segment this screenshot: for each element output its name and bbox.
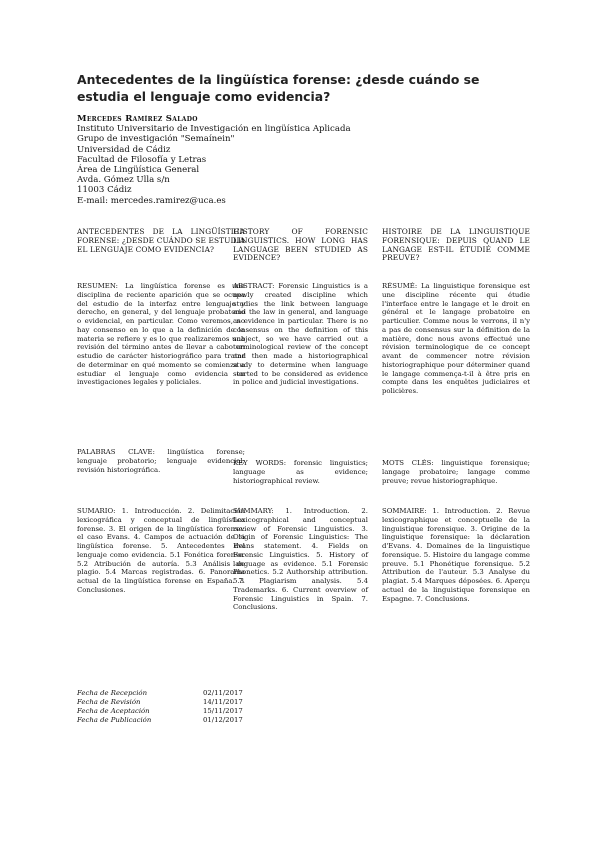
column-french	[382, 227, 530, 603]
date-row-revision	[77, 698, 277, 707]
date-row-publication	[77, 716, 277, 725]
summary-fr	[382, 507, 530, 603]
date-label: Fecha de Aceptación	[77, 707, 150, 716]
keywords-text-es: lingüística forense; lenguaje probatorio; lenguaje evidencial; revisión historiográfica.	[77, 448, 245, 474]
date-row-reception	[77, 689, 277, 698]
date-value: 15/11/2017	[203, 707, 243, 716]
author-name: Mercedes Ramírez Salado	[77, 114, 198, 124]
affiliation-area: Área de Lingüística General	[77, 165, 200, 176]
summary-text-en: 1. Introduction. 2. Lexicographical and conceptual review of Forensic Linguistics. 3. Origin of Forensic Linguistics: The Evans statement. 4. Fields on Forensic Linguistics. 5. History of language as evidence. 5.1 Forensic Phonetics. 5.2 Authorship attribution. 5.3 Plagiarism analysis. 5.4 Trademarks. 6. Current overview of Forensic Linguistics in Spain. 7. Conclusions.	[233, 507, 368, 612]
keywords-en	[233, 459, 368, 485]
abstract-text-en: Forensic Linguistics is a newly created discipline which studies the link between language and the law in general, and language as evidence in particular. There is no consensus on the definition of this subject, so we have carried out a terminological review of the concept and then made a historiographical study to determine when language started to be considered as evidence in police and judicial investigations.	[233, 282, 368, 387]
summary-label-fr: SOMMAIRE:	[382, 507, 427, 515]
summary-es	[77, 507, 245, 595]
heading-fr: HISTOIRE DE LA LINGUISTIQUE FORENSIQUE: DEPUIS QUAND LE LANGAGE EST-IL ÉTUDIÉ COMME PREUVE?	[382, 227, 530, 263]
affiliation-faculty: Facultad de Filosofía y Letras	[77, 154, 207, 165]
abstract-text-es: La lingüística forense es una disciplina de reciente aparición que se ocupa del estudio de la interfaz entre lenguaje y derecho, en general, y del lenguaje probatorio o evidencial, en particular. Como veremos, no hay consenso en lo que a la definición de la materia se refiere y es lo que realizaremos una revisión del término antes de llevar a cabo un estudio de carácter historiográfico para tratar de determinar en qué momento se comienza a estudiar el lenguaje como evidencia en investigaciones legales y policiales.	[77, 282, 245, 387]
heading-en: HISTORY OF FORENSIC LINGUISTICS. HOW LONG HAS LANGUAGE BEEN STUDIED AS EVIDENCE?	[233, 227, 368, 263]
abstract-fr	[382, 282, 530, 396]
column-spanish	[77, 227, 245, 594]
keywords-es	[77, 448, 245, 474]
date-value: 14/11/2017	[203, 698, 243, 707]
summary-label-es: SUMARIO:	[77, 507, 116, 515]
affiliation-group: Grupo de investigación "Semaínein"	[77, 134, 235, 145]
heading-es: ANTECEDENTES DE LA LINGÜÍSTICA FORENSE: ¿DESDE CUÁNDO SE ESTUDIA EL LENGUAJE COMO EVIDENCIA?	[77, 227, 245, 254]
author-email[interactable]: E-mail: mercedes.ramirez@uca.es	[77, 195, 226, 206]
abstract-label-en: ABSTRACT:	[233, 282, 275, 290]
affiliation-university: Universidad de Cádiz	[77, 144, 171, 155]
keywords-label-es: PALABRAS CLAVE:	[77, 448, 155, 456]
summary-label-en: SUMMARY:	[233, 507, 274, 515]
keywords-text-en: forensic linguistics; language as evidence; historiographical review.	[233, 459, 368, 485]
publication-dates	[77, 689, 277, 725]
keywords-label-en: KEY WORDS:	[233, 459, 287, 467]
summary-text-es: 1. Introducción. 2. Delimitación lexicográfica y conceptual de lingüística forense. 3. El origen de la lingüística forense: el caso Evans. 4. Campos de actuación de la lingüística forense. 5. Antecedentes del lenguaje como evidencia. 5.1 Fonética forense. 5.2 Atribución de autoría. 5.3 Análisis de plagio. 5.4 Marcas registradas. 6. Panorama actual de la lingüística forense en España. 7. Conclusiones.	[77, 507, 245, 594]
author-block	[77, 114, 477, 206]
affiliation-institute: Instituto Universitario de Investigación en lingüística Aplicada	[77, 124, 351, 135]
date-label: Fecha de Revisión	[77, 698, 141, 707]
keywords-fr	[382, 459, 530, 485]
date-label: Fecha de Publicación	[77, 716, 152, 725]
column-english	[233, 227, 368, 612]
summary-en	[233, 507, 368, 612]
abstract-text-fr: La linguistique forensique est une discipline récente qui étudie l'interface entre le langage et le droit en général et le langage probatoire en particulier. Comme nous le verrons, il n'y a pas de consensus sur la définition de la matière, donc nous avons effectué une révision terminologique de ce concept avant de commencer notre révision historiographique pour déterminer quand le langage commença-t-il à être pris en compte dans les enquêtes judiciaires et policières.	[382, 282, 530, 395]
keywords-label-fr: MOTS CLÉS:	[382, 459, 434, 467]
date-row-acceptance	[77, 707, 277, 716]
date-value: 02/11/2017	[203, 689, 243, 697]
affiliation-postcode: 11003 Cádiz	[77, 185, 132, 196]
date-value: 01/12/2017	[203, 716, 243, 725]
date-label: Fecha de Recepción	[77, 689, 148, 697]
abstract-es	[77, 282, 245, 387]
article-title: Antecedentes de la lingüística forense: ¿desde cuándo se estudia el lenguaje como evidencia?	[77, 72, 480, 104]
abstract-label-fr: RÉSUMÉ:	[382, 282, 418, 290]
affiliation-address: Avda. Gómez Ulla s/n	[77, 175, 170, 186]
summary-text-fr: 1. Introduction. 2. Revue lexicographique et conceptuelle de la linguistique forensique. 3. Origine de la linguistique forensique: la déclaration d'Evans. 4. Domaines de la linguistique forensique. 5. Histoire du langage comme preuve. 5.1 Phonétique forensique. 5.2 Attribution de l'auteur. 5.3 Analyse du plagiat. 5.4 Marques déposées. 6. Aperçu actuel de la linguistique forensique en Espagne. 7. Conclusions.	[382, 507, 530, 603]
keywords-text-fr: linguistique forensique; langage probatoire; langage comme preuve; revue historiographique.	[382, 459, 530, 485]
abstract-label-es: RESUMEN:	[77, 282, 118, 290]
abstract-en	[233, 282, 368, 387]
